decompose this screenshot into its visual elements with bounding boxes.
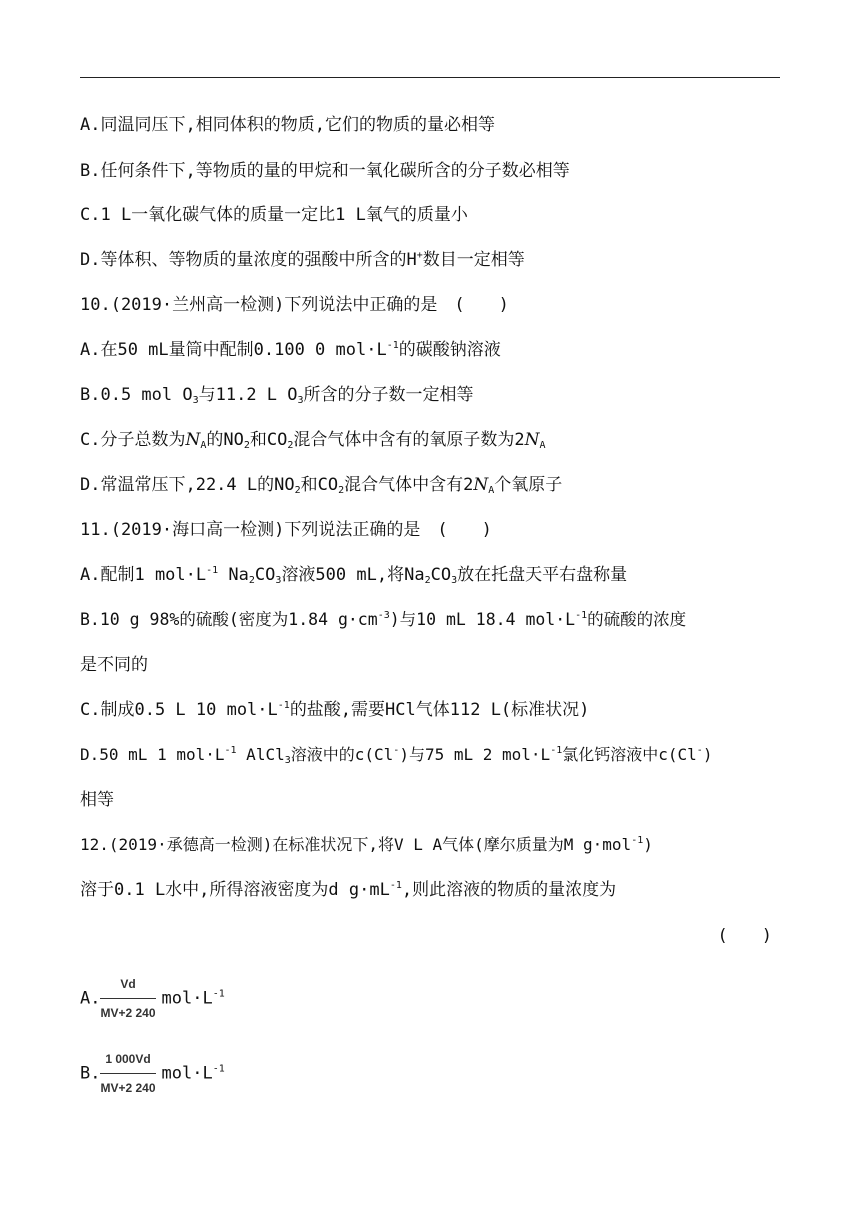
header-rule xyxy=(80,77,780,78)
q11-option-b-cont: 是不同的 xyxy=(80,655,148,675)
q10-stem: 10.(2019·兰州高一检测)下列说法中正确的是 ( ) xyxy=(80,295,509,315)
q11-option-c: C.制成0.5 L 10 $mol\cdot L^{-1}$的盐酸,需要HCl气体112 L(标准状况) xyxy=(80,700,590,720)
q11-option-d: D.50 mL 1 $mol\cdot L^{-1}$ AlCl$_3$溶液中的c(Cl-)与75 mL 2 $mol\cdot L^{-1}$氯化钙溶液中c(Cl-) xyxy=(80,745,713,766)
q11-option-d-cont: 相等 xyxy=(80,790,114,810)
q9-option-a: A.同温同压下,相同体积的物质,它们的物质的量必相等 xyxy=(80,115,495,135)
fraction: $\frac{1 000Vd}{MV+2 240}$ xyxy=(100,1052,156,1095)
q9-option-c: C.1 L一氧化碳气体的质量一定比1 L氧气的质量小 xyxy=(80,205,468,225)
q10-option-c: C.分子总数为$N_A$的$NO_2$和$CO_2$混合气体中含有的氧原子数为$2N_A$ xyxy=(80,430,546,451)
q12-answer-paren: ( ) xyxy=(717,926,772,946)
q10-option-a: A.在50 mL量筒中配制0.100 0 $mol\cdot L^{-1}$的碳酸钠溶液 xyxy=(80,340,501,360)
q12-option-b: B. $\frac{1 000Vd}{MV+2 240}$ $mol\cdot L^{-1}$ xyxy=(80,1047,225,1100)
q9-option-d: D.等体积、等物质的量浓度的强酸中所含的H+数目一定相等 xyxy=(80,250,525,270)
q10-option-b: B.0.5 mol $O_3$与11.2 L $O_3$所含的分子数一定相等 xyxy=(80,385,474,406)
q11-option-a: A.配制1 $mol\cdot L^{-1}$ $Na_2CO_3$溶液500 mL,将$Na_2CO_3$放在托盘天平右盘称量 xyxy=(80,565,628,586)
q12-stem-cont: 溶于0.1 L水中,所得溶液密度为d $g\cdot mL^{-1}$,则此溶液的物质的量浓度为 xyxy=(80,880,617,900)
fraction: $\frac{Vd}{MV+2 240}$ xyxy=(100,977,156,1020)
q11-option-b: B.10 g 98%的硫酸(密度为1.84 $g\cdot cm^{-3}$)与10 mL 18.4 $mol\cdot L^{-1}$的硫酸的浓度 xyxy=(80,610,687,629)
q12-stem: 12.(2019·承德高一检测)在标准状况下,将V L A气体(摩尔质量为M g·mol$^{-1}$) xyxy=(80,835,653,854)
q11-stem: 11.(2019·海口高一检测)下列说法正确的是 ( ) xyxy=(80,520,492,540)
q9-option-b: B.任何条件下,等物质的量的甲烷和一氧化碳所含的分子数必相等 xyxy=(80,161,570,181)
q10-option-d: D.常温常压下,22.4 L的$NO_2$和$CO_2$混合气体中含有$2N_A$个氧原子 xyxy=(80,475,563,496)
q12-option-a: A. $\frac{Vd}{MV+2 240}$ $mol\cdot L^{-1}$ xyxy=(80,972,225,1025)
